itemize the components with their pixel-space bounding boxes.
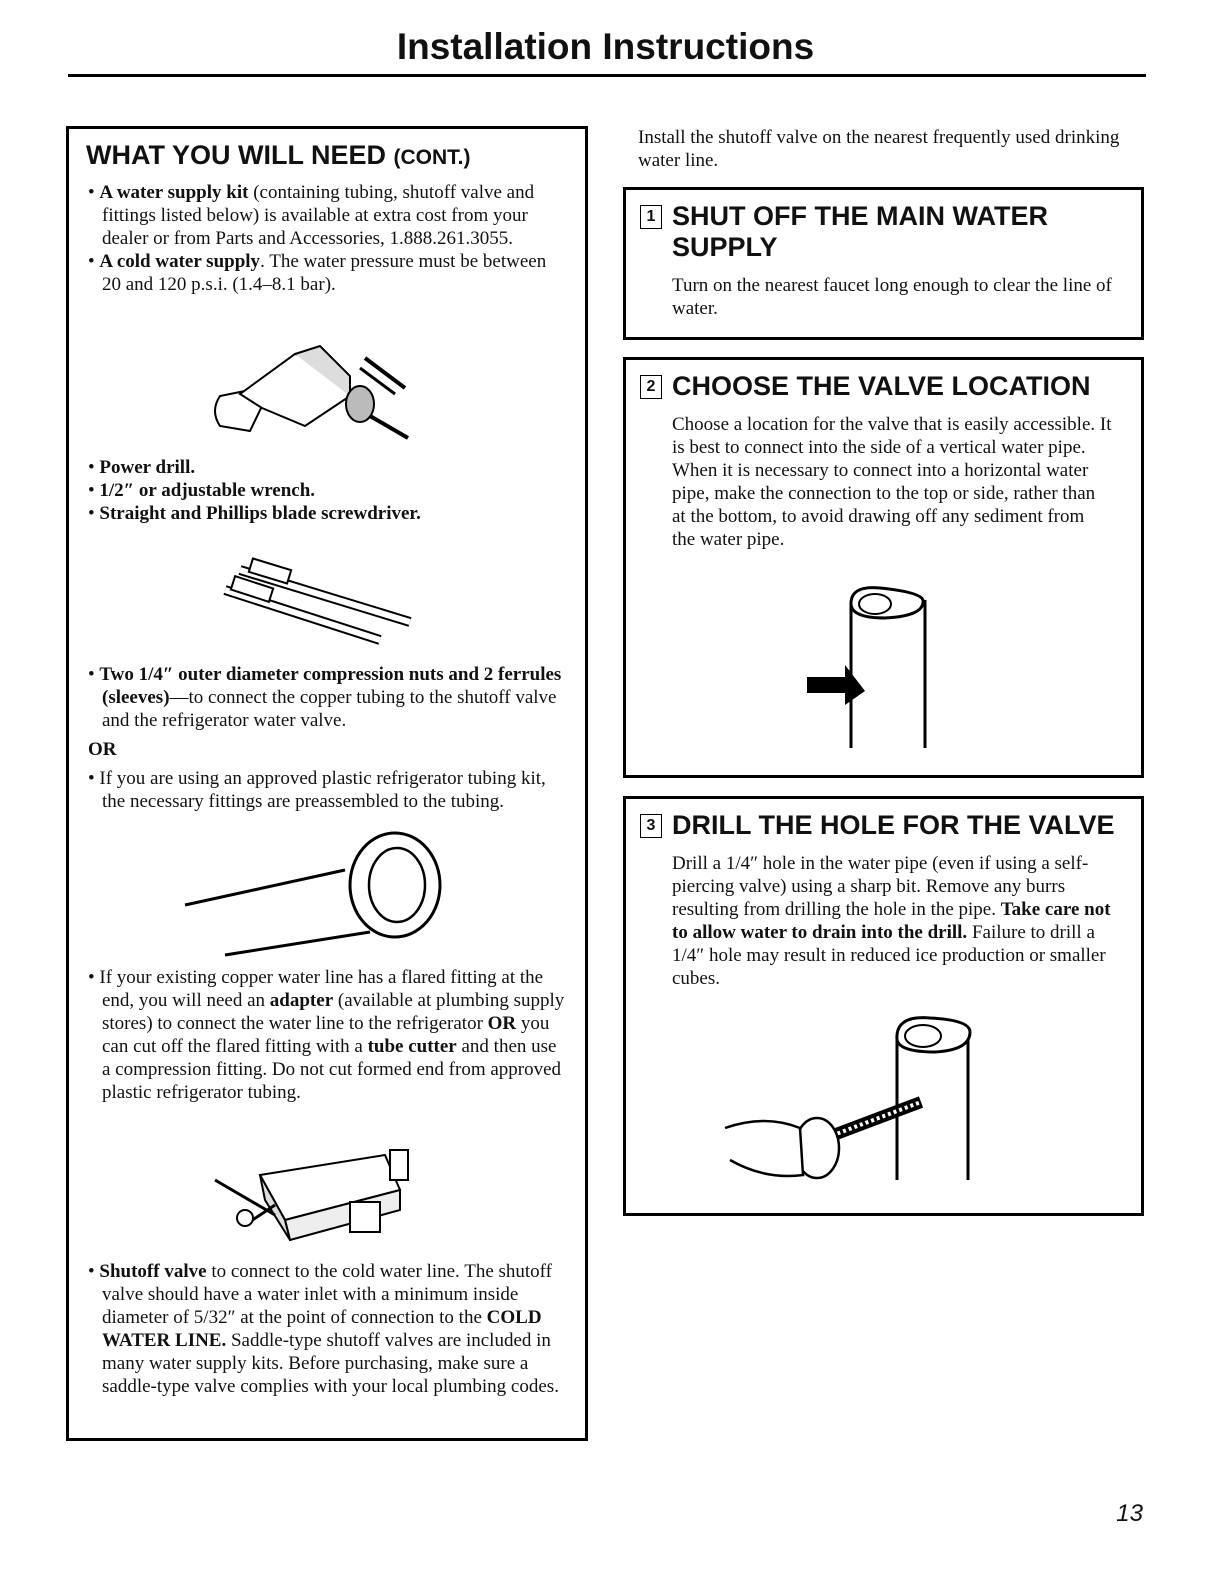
- kit-text: (containing tubing, shutoff valve and fittings listed below) is available at extra cost from your dealer or from Parts and Accessories, 1.888.261.3055.: [102, 182, 535, 249]
- step2-text: Choose a location for the valve that is easily accessible. It is best to connect into the side of a vertical water pipe. When it is necessary to connect into a horizontal water pipe, make the connection to the top or side, rather than at the bottom, to avoid drawing off any sediment from the water pipe.: [672, 414, 1112, 550]
- cold-label: A cold water supply: [99, 251, 261, 272]
- step2-number: 2: [640, 375, 662, 399]
- heading-suffix: (CONT.): [393, 146, 471, 169]
- intro-text: Install the shutoff valve on the nearest frequently used drinking water line.: [638, 127, 1120, 171]
- valve-text-b: Saddle-type shutoff valves are included in many water supply kits. Before purchasing, make sure a saddle-type valve complies with your local plumbing codes.: [102, 1330, 559, 1397]
- step3-text-a: Drill a 1/4″ hole in the water pipe (even if using a self-piercing valve) using a sharp bit. Remove any burrs resulting from drilling the hole in the pipe.: [672, 853, 1089, 920]
- tool-screwdriver: Straight and Phillips blade screwdriver.: [99, 503, 421, 524]
- page-title: Installation Instructions: [396, 26, 815, 67]
- list-item-flare: • If your existing copper water line has a flared fitting at the end, you will need an adapter (available at plumbing supply stores) to connect the water line to the refrigerator OR you can cut off the flared fitting with a tube cutter and then use a compression fitting. Do not cut formed end from approved plastic refrigerator tubing.: [88, 967, 565, 1103]
- title-rule: [68, 74, 1146, 77]
- step3-heading: [640, 810, 1115, 841]
- shutoff-valve-illustration: [205, 1140, 425, 1250]
- step1-title: SHUT OFF THE MAIN WATER SUPPLY: [672, 201, 1048, 262]
- valve-label: Shutoff valve: [99, 1261, 207, 1282]
- nuts-text: —to connect the copper tubing to the shutoff valve and the refrigerator water valve.: [102, 687, 557, 731]
- plastic-text: If you are using an approved plastic refrigerator tubing kit, the necessary fittings are preassembled to the tubing.: [99, 768, 546, 812]
- valve-text-a: to connect to the cold water line. The shutoff valve should have a water inlet with a minimum inside diameter of 5/32″ at the point of connection to the: [102, 1261, 552, 1328]
- list-item-kit: • A water supply kit (containing tubing, shutoff valve and fittings listed below) is available at extra cost from your dealer or from Parts and Accessories, 1.888.261.3055. • A cold water supply. The water pressure must be between 20 and 120 p.s.i. (1.4–8.1 bar).: [88, 182, 547, 295]
- tool-wrench: 1/2″ or adjustable wrench.: [99, 480, 316, 501]
- list-item-valve: • Shutoff valve to connect to the cold water line. The shutoff valve should have a water inlet with a minimum inside diameter of 5/32″ at the point of connection to the COLD WATER LINE. Saddle-type shutoff valves are included in many water supply kits. Before purchasing, make sure a saddle-type valve complies with your local plumbing codes.: [88, 1261, 559, 1397]
- vertical-pipe-arrow-illustration: [795, 580, 945, 750]
- kit-label: A water supply kit: [99, 182, 249, 203]
- page-number: 13: [1116, 1500, 1143, 1527]
- or-label: OR: [88, 739, 117, 760]
- flare-text-d: and then use a compression fitting. Do not cut formed end from approved plastic refrigerator tubing.: [102, 1036, 562, 1103]
- what-you-need-heading: [86, 140, 471, 171]
- nuts-label: Two 1/4″ outer diameter compression nuts and 2 ferrules (sleeves): [99, 664, 562, 708]
- step1-number: 1: [640, 205, 662, 229]
- tool-drill: Power drill.: [99, 457, 196, 478]
- step2-heading: [640, 371, 1091, 402]
- flare-text-c: you can cut off the flared fitting with a: [102, 1013, 550, 1057]
- cold-text: . The water pressure must be between 20 and 120 p.s.i. (1.4–8.1 bar).: [102, 251, 547, 295]
- tools-list: • Power drill. • 1/2″ or adjustable wrench. • Straight and Phillips blade screwdriver.: [88, 457, 421, 524]
- flare-cutter: tube cutter: [367, 1036, 457, 1057]
- step3-title: DRILL THE HOLE FOR THE VALVE: [672, 810, 1115, 840]
- step3-text: [672, 852, 1122, 990]
- step3-number: 3: [640, 814, 662, 838]
- flare-or: OR: [487, 1013, 517, 1034]
- list-item-plastic: • If you are using an approved plastic refrigerator tubing kit, the necessary fittings are preassembled to the tubing.: [88, 768, 546, 812]
- tubing-illustration: [185, 830, 455, 960]
- heading-main: WHAT YOU WILL NEED: [86, 140, 386, 170]
- step3-text-b: Failure to drill a 1/4″ hole may result in reduced ice production or smaller cubes.: [672, 922, 1106, 989]
- flare-text-b: (available at plumbing supply stores) to connect the water line to the refrigerator: [102, 990, 565, 1034]
- valve-cold-line: COLD WATER LINE.: [102, 1307, 542, 1351]
- step3-warning: Take care not to allow water to drain into the drill.: [672, 899, 1111, 943]
- power-drill-illustration: [200, 336, 420, 456]
- screwdrivers-illustration: [220, 560, 420, 650]
- drill-pipe-illustration: [725, 1010, 985, 1190]
- step1-heading: [640, 201, 1120, 262]
- flare-text-a: If your existing copper water line has a flared fitting at the end, you will need an: [99, 967, 544, 1011]
- flare-adapter: adapter: [269, 990, 334, 1011]
- list-item-nuts: • Two 1/4″ outer diameter compression nuts and 2 ferrules (sleeves)—to connect the copper tubing to the shutoff valve and the refrigerator water valve.: [88, 664, 562, 731]
- step2-title: CHOOSE THE VALVE LOCATION: [672, 371, 1091, 401]
- step1-text: Turn on the nearest faucet long enough to clear the line of water.: [672, 275, 1112, 319]
